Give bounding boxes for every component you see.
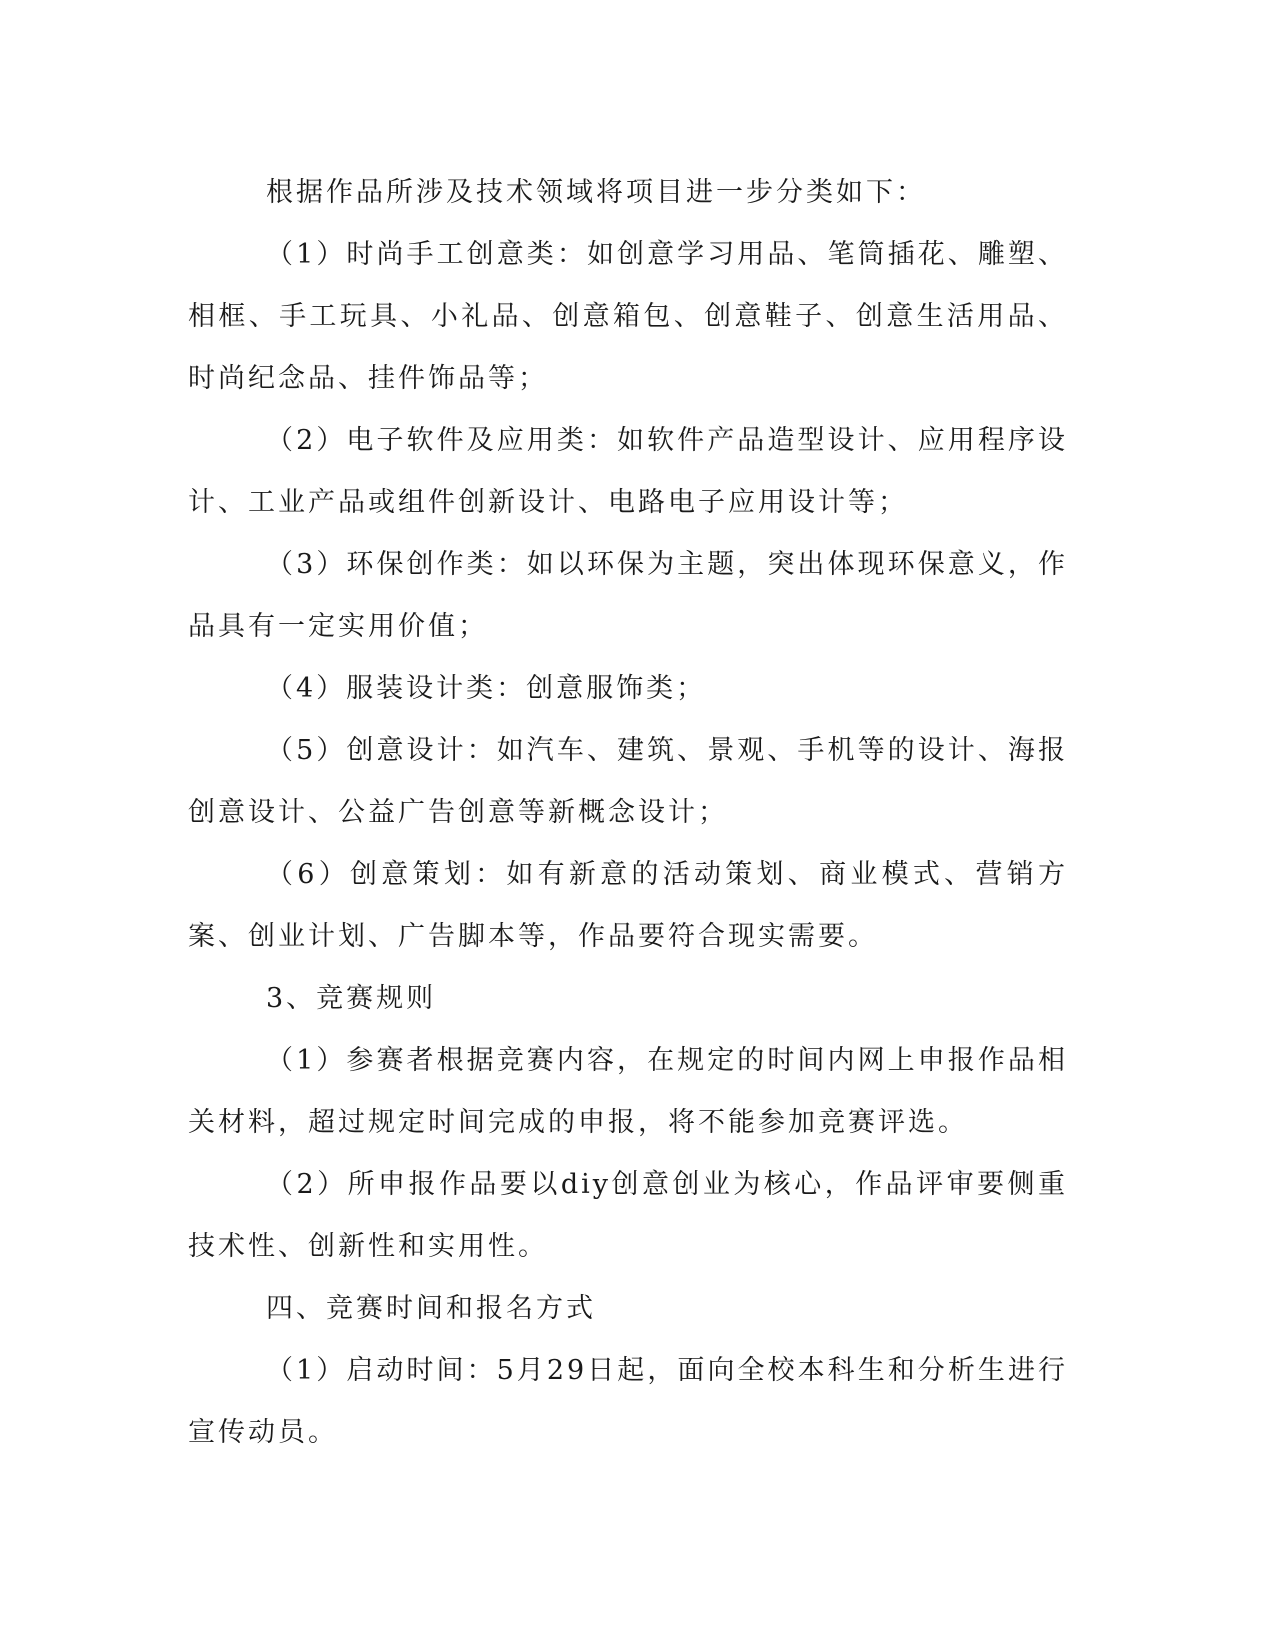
paragraph-rule-2: （2）所申报作品要以diy创意创业为核心，作品评审要侧重技术性、创新性和实用性。 (188, 1169, 1068, 1262)
paragraph-category-1: （1）时尚手工创意类：如创意学习用品、笔筒插花、雕塑、相框、手工玩具、小礼品、创意箱包、创意鞋子、创意生活用品、时尚纪念品、挂件饰品等； (188, 239, 1068, 394)
paragraph-intro: 根据作品所涉及技术领域将项目进一步分类如下： (266, 177, 926, 208)
paragraph-schedule-1: （1）启动时间：5月29日起，面向全校本科生和分析生进行宣传动员。 (188, 1355, 1068, 1448)
paragraph-category-3: （3）环保创作类：如以环保为主题，突出体现环保意义，作品具有一定实用价值； (188, 549, 1068, 642)
paragraph-rule-1: （1）参赛者根据竞赛内容，在规定的时间内网上申报作品相关材料，超过规定时间完成的申报，将不能参加竞赛评选。 (188, 1045, 1068, 1138)
paragraph-category-4: （4）服装设计类：创意服饰类； (266, 673, 707, 704)
document-body (188, 162, 1068, 1464)
paragraph-category-2: （2）电子软件及应用类：如软件产品造型设计、应用程序设计、工业产品或组件创新设计、电路电子应用设计等； (188, 425, 1068, 518)
paragraph-category-6: （6）创意策划：如有新意的活动策划、商业模式、营销方案、创业计划、广告脚本等，作品要符合现实需要。 (188, 859, 1068, 952)
section-heading-schedule: 四、竞赛时间和报名方式 (266, 1293, 596, 1324)
paragraph-category-5: （5）创意设计：如汽车、建筑、景观、手机等的设计、海报创意设计、公益广告创意等新概念设计； (188, 735, 1068, 828)
section-heading-rules: 3、竞赛规则 (266, 983, 437, 1014)
